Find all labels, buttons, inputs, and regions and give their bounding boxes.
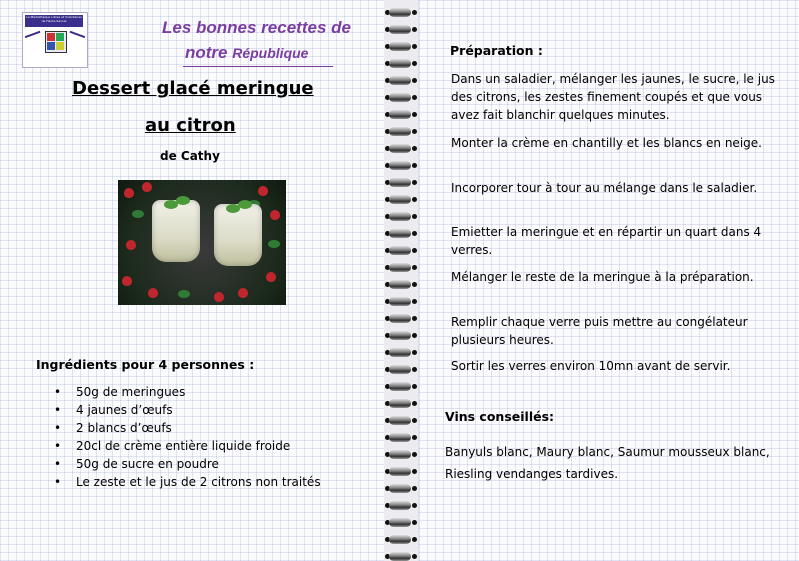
spiral-ring	[385, 346, 417, 360]
spiral-ring	[385, 550, 417, 561]
spiral-ring	[385, 533, 417, 547]
preparation-step: Monter la crème en chantilly et les blancs en neige.	[451, 136, 762, 150]
spiral-ring	[385, 414, 417, 428]
spiral-ring	[385, 278, 417, 292]
spiral-ring	[385, 74, 417, 88]
wines-text: Banyuls blanc, Maury blanc, Saumur mousseux blanc, Riesling vendanges tardives.	[445, 445, 770, 481]
spiral-ring	[385, 465, 417, 479]
spiral-ring	[385, 6, 417, 20]
spiral-ring	[385, 499, 417, 513]
magazine-underline	[183, 66, 333, 67]
spiral-binding	[384, 0, 418, 561]
spiral-ring	[385, 329, 417, 343]
spiral-ring	[385, 244, 417, 258]
preparation-heading: Préparation :	[450, 43, 543, 58]
list-item: • 50g de meringues	[38, 383, 321, 401]
spiral-ring	[385, 295, 417, 309]
spiral-ring	[385, 91, 417, 105]
spiral-ring	[385, 193, 417, 207]
preparation-step: Mélanger le reste de la meringue à la préparation.	[451, 270, 754, 284]
list-item: • 2 blancs d’œufs	[38, 419, 321, 437]
spiral-ring	[385, 23, 417, 37]
recipe-author: de Cathy	[160, 149, 220, 163]
spiral-ring	[385, 380, 417, 394]
magazine-name-line2: notre République	[185, 43, 309, 62]
ingredients-heading: Ingrédients pour 4 personnes :	[36, 357, 255, 372]
spiral-ring	[385, 431, 417, 445]
list-item: • 20cl de crème entière liquide froide	[38, 437, 321, 455]
preparation-step: Dans un saladier, mélanger les jaunes, le sucre, le jus des citrons, les zestes finement coupés et que vous avez fait blanchir quelques minutes.	[451, 72, 775, 122]
spiral-ring	[385, 397, 417, 411]
recipe-title-line1: Dessert glacé meringue	[72, 78, 314, 99]
dessert-glasses-photo	[118, 180, 286, 305]
spiral-ring	[385, 261, 417, 275]
preparation-step: Remplir chaque verre puis mettre au congélateur plusieurs heures.	[451, 315, 748, 347]
spiral-ring	[385, 159, 417, 173]
spiral-ring	[385, 227, 417, 241]
list-item: • 4 jaunes d’œufs	[38, 401, 321, 419]
republic-emblem-icon	[22, 12, 88, 68]
spiral-ring	[385, 142, 417, 156]
spiral-ring	[385, 176, 417, 190]
spiral-ring	[385, 57, 417, 71]
logo-banner: La Médiathèque Libres et Volontaires de Haute-Savoie	[25, 15, 83, 27]
preparation-step: Sortir les verres environ 10mn avant de servir.	[451, 359, 731, 373]
spiral-ring	[385, 40, 417, 54]
preparation-step: Emietter la meringue et en répartir un quart dans 4 verres.	[451, 225, 762, 257]
spiral-ring	[385, 108, 417, 122]
spiral-ring	[385, 363, 417, 377]
spiral-ring	[385, 482, 417, 496]
preparation-step: Incorporer tour à tour au mélange dans le saladier.	[451, 181, 758, 195]
magazine-name-line1: Les bonnes recettes de	[162, 18, 351, 37]
shield-icon	[45, 31, 67, 53]
spiral-ring	[385, 312, 417, 326]
recipe-title-line2: au citron	[145, 115, 236, 136]
spiral-ring	[385, 210, 417, 224]
list-item: • 50g de sucre en poudre	[38, 455, 321, 473]
wines-heading: Vins conseillés:	[445, 409, 555, 424]
ingredients-list	[38, 383, 321, 491]
spiral-ring	[385, 448, 417, 462]
spiral-ring	[385, 516, 417, 530]
spiral-ring	[385, 125, 417, 139]
list-item: • Le zeste et le jus de 2 citrons non traités	[38, 473, 321, 491]
